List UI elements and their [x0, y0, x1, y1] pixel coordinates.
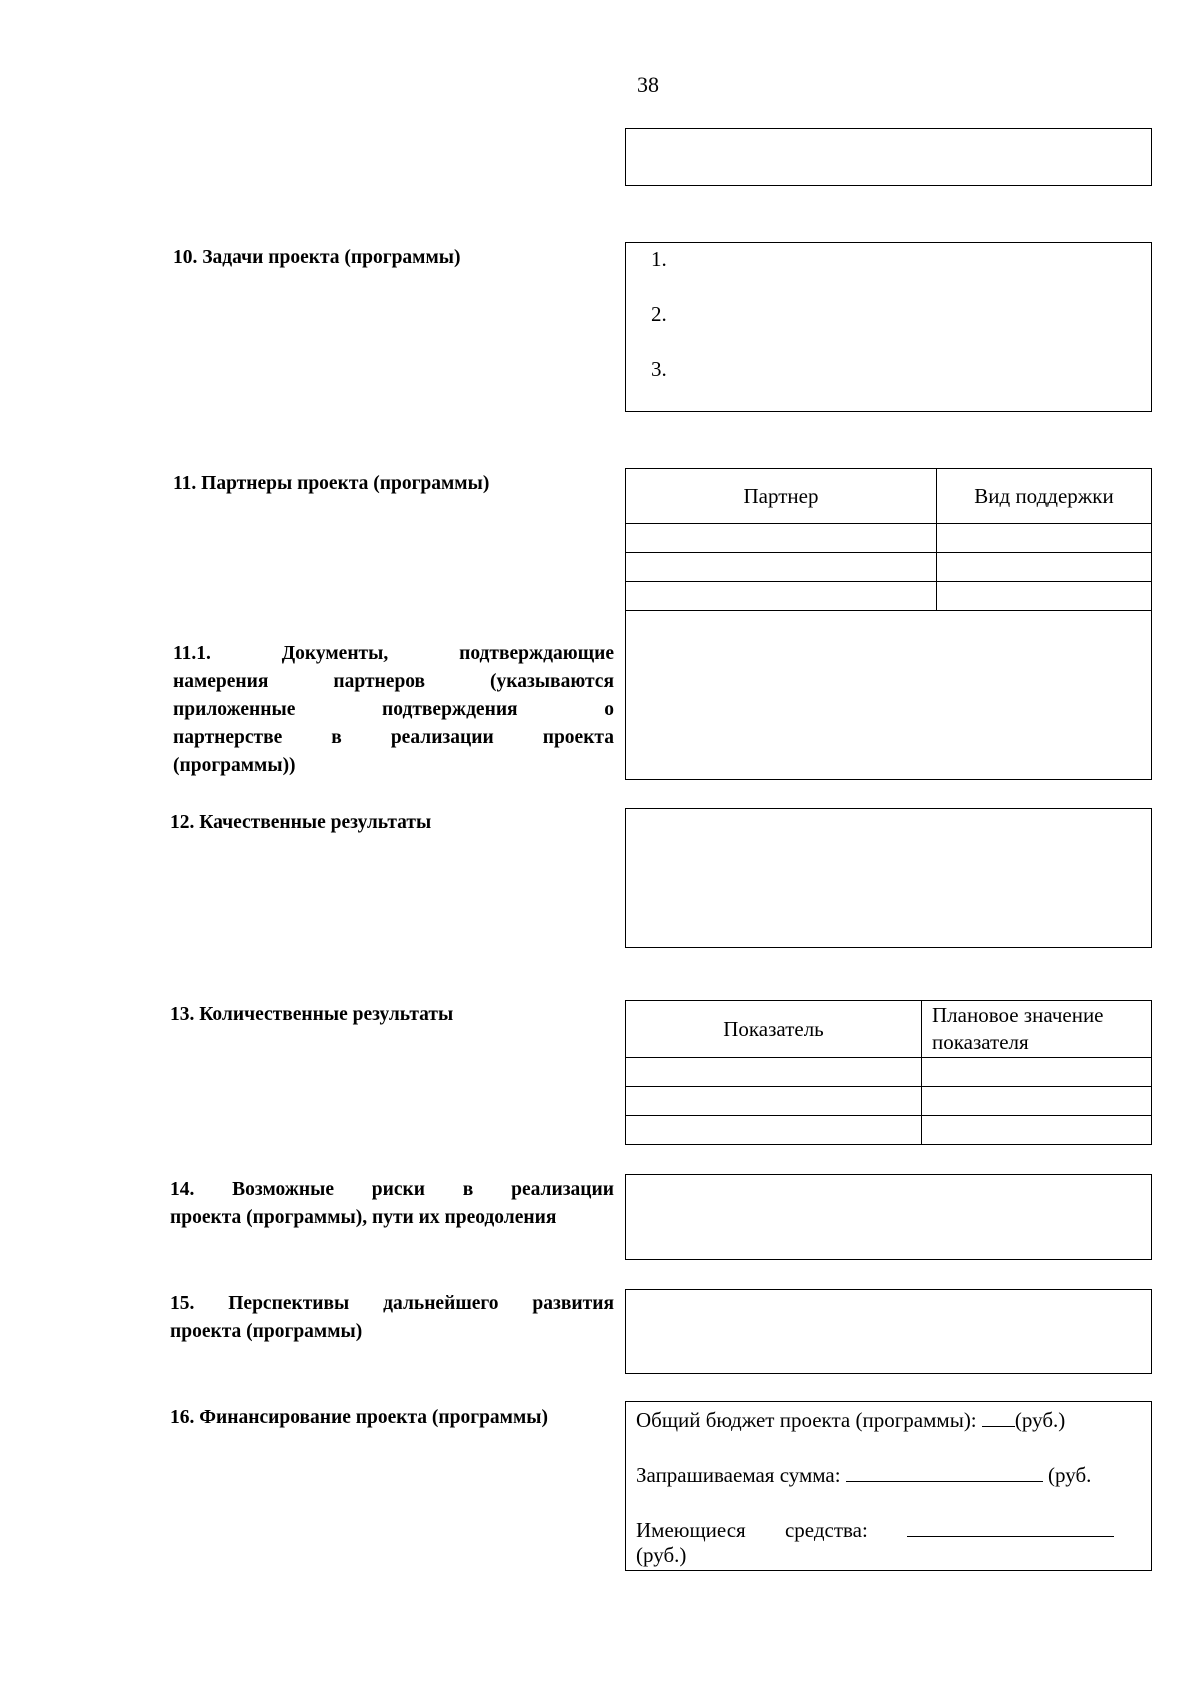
total-budget-label: Общий бюджет проекта (программы): [636, 1408, 977, 1432]
table-cell[interactable] [626, 582, 937, 611]
label-line: (программы)) [173, 755, 296, 776]
label-line: проекта (программы), пути их преодоления [170, 1207, 557, 1228]
available-funds-line [636, 1516, 1114, 1543]
section-13-label: 13. Количественные результаты [170, 1004, 454, 1025]
requested-amount-unit: (руб. [1048, 1463, 1092, 1487]
available-funds-input[interactable] [907, 1516, 1114, 1537]
header-indicator: Показатель [626, 1001, 922, 1058]
header-support-type: Вид поддержки [937, 469, 1152, 524]
header-partner: Партнер [626, 469, 937, 524]
quantitative-results-table [625, 1000, 1152, 1145]
section-11-1-label [173, 640, 614, 780]
table-row [626, 1058, 1152, 1087]
section-16-label: 16. Финансирование проекта (программы) [170, 1407, 548, 1428]
task-item-1: 1. [651, 247, 667, 271]
project-tasks-field[interactable] [625, 242, 1152, 412]
financing-field [625, 1401, 1152, 1571]
total-budget-line [636, 1406, 1065, 1433]
table-cell[interactable] [626, 553, 937, 582]
table-cell[interactable] [626, 1087, 922, 1116]
task-item-3: 3. [651, 357, 667, 381]
risks-field[interactable] [625, 1174, 1152, 1260]
development-prospects-field[interactable] [625, 1289, 1152, 1374]
label-line: партнерстве в реализации проекта [173, 727, 614, 748]
previous-section-field[interactable] [625, 128, 1152, 186]
table-cell[interactable] [922, 1087, 1152, 1116]
total-budget-input[interactable] [982, 1406, 1015, 1427]
page-number: 38 [637, 72, 659, 97]
table-cell[interactable] [626, 524, 937, 553]
label-line: приложенные подтверждения о [173, 699, 614, 720]
section-14-label [170, 1176, 614, 1232]
requested-amount-label: Запрашиваемая сумма: [636, 1463, 841, 1487]
available-funds-label-2: средства: [784, 1518, 868, 1542]
table-row [626, 1087, 1152, 1116]
header-planned-value: Плановое значение показателя [922, 1001, 1152, 1058]
table-cell[interactable] [937, 524, 1152, 553]
total-budget-unit: (руб.) [1014, 1408, 1066, 1432]
section-11-label: 11. Партнеры проекта (программы) [173, 473, 490, 494]
label-line: 14. Возможные риски в реализации [170, 1179, 614, 1200]
partner-documents-field[interactable] [625, 609, 1152, 780]
table-cell[interactable] [626, 1058, 922, 1087]
label-line: намерения партнеров (указываются [173, 671, 614, 692]
table-row [626, 553, 1152, 582]
requested-amount-line [636, 1461, 1091, 1488]
label-line: 11.1. Документы, подтверждающие [173, 643, 614, 664]
table-cell[interactable] [626, 1116, 922, 1145]
available-funds-unit: (руб.) [636, 1543, 687, 1567]
table-cell[interactable] [937, 553, 1152, 582]
label-line: 15. Перспективы дальнейшего развития [170, 1293, 614, 1314]
table-row [626, 1116, 1152, 1145]
table-cell[interactable] [922, 1116, 1152, 1145]
partners-table [625, 468, 1152, 611]
table-cell[interactable] [922, 1058, 1152, 1087]
table-header-row [626, 1001, 1152, 1058]
requested-amount-input[interactable] [846, 1461, 1043, 1482]
section-12-label: 12. Качественные результаты [170, 812, 432, 833]
table-row [626, 524, 1152, 553]
section-10-label: 10. Задачи проекта (программы) [173, 247, 461, 268]
task-item-2: 2. [651, 302, 667, 326]
table-cell[interactable] [937, 582, 1152, 611]
available-funds-label-1: Имеющиеся [636, 1518, 746, 1542]
table-row [626, 582, 1152, 611]
qualitative-results-field[interactable] [625, 808, 1152, 948]
label-line: проекта (программы) [170, 1321, 363, 1342]
table-header-row [626, 469, 1152, 524]
section-15-label [170, 1290, 614, 1346]
